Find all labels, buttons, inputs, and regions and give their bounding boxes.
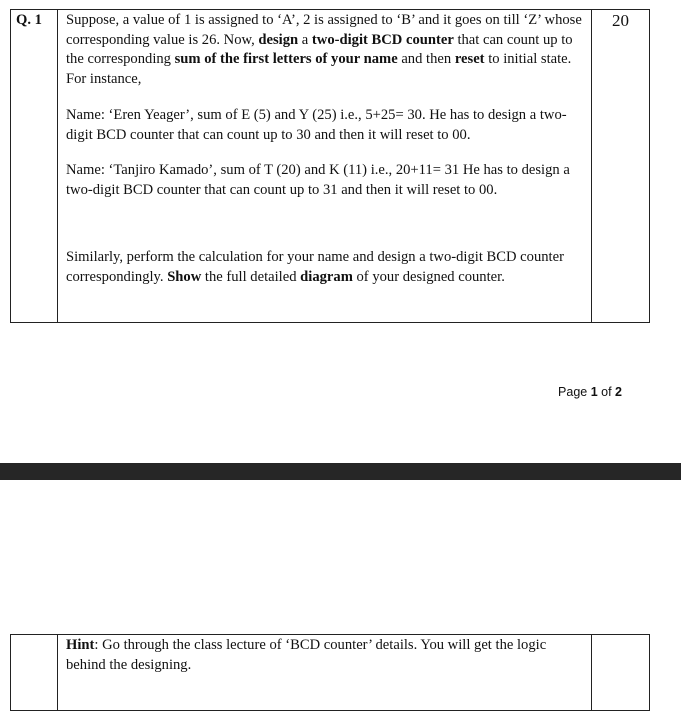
page-divider xyxy=(0,463,681,480)
question-text-cell xyxy=(58,10,592,322)
hint-left-cell xyxy=(11,635,58,710)
page-footer: Page 1 of 2 xyxy=(558,385,622,399)
hint-text-cell xyxy=(58,635,592,710)
hint-text: Hint: Go through the class lecture of ‘BCD counter’ details. You will get the logic behind the designing. xyxy=(66,637,547,673)
question-marks: 20 xyxy=(612,11,629,30)
hint-table xyxy=(10,634,650,711)
example-tanjiro: Name: ‘Tanjiro Kamado’, sum of T (20) and K (11) i.e., 20+11= 31 He has to design a two-digit BCD counter that can count up to 31 and then it will reset to 00. xyxy=(66,162,570,198)
example-eren: Name: ‘Eren Yeager’, sum of E (5) and Y (25) i.e., 5+25= 30. He has to design a two-digit BCD counter that can count up to 30 and then it will reset to 00. xyxy=(66,107,567,143)
question-number: Q. 1 xyxy=(16,12,42,28)
question-table xyxy=(10,9,650,323)
marks-cell xyxy=(592,10,649,322)
question-instruction: Similarly, perform the calculation for your name and design a two-digit BCD counter correspondingly. Show the full detailed diagram of your designed counter. xyxy=(66,249,564,285)
question-intro: Suppose, a value of 1 is assigned to ‘A’, 2 is assigned to ‘B’ and it goes on till ‘Z’ whose corresponding value is 26. Now, design a two-digit BCD counter that can count up to the corresponding sum of the first letters of your name and then reset to initial state. For instance, xyxy=(66,12,582,87)
question-number-cell xyxy=(11,10,58,322)
